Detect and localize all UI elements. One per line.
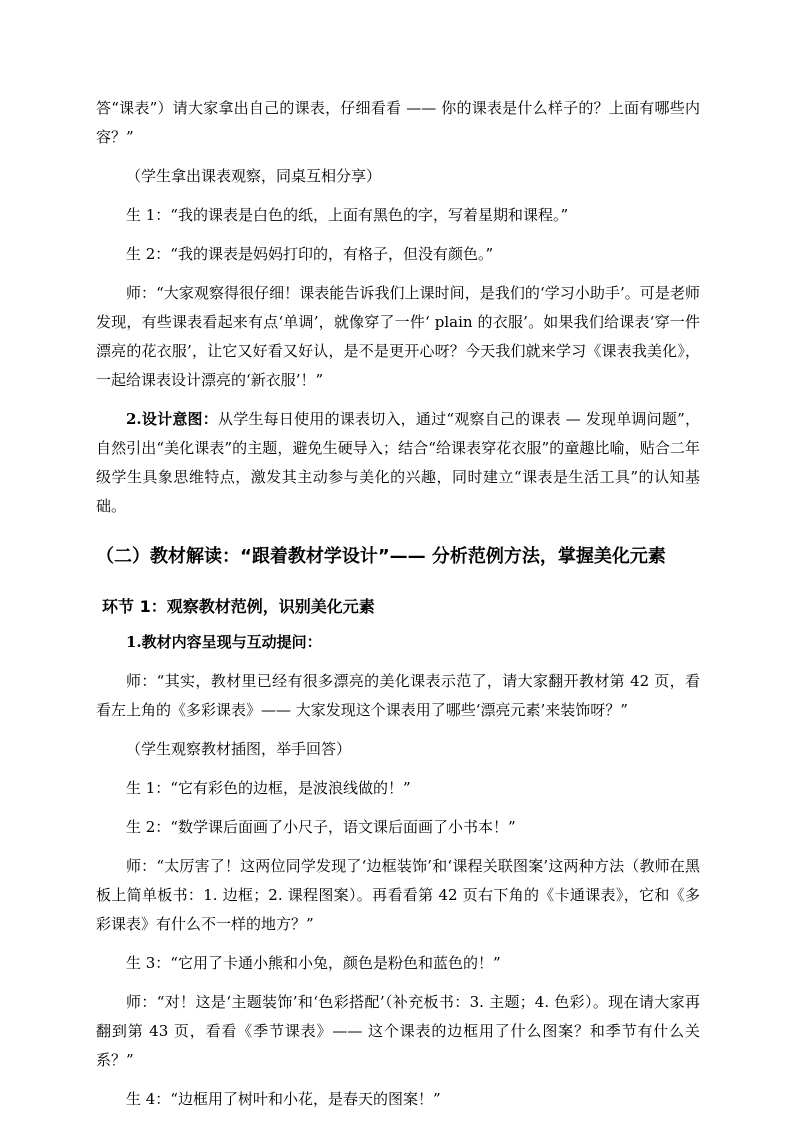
- design-intent-text: 从学生每日使用的课表切入，通过“观察自己的课表 — 发现单调问题”，自然引出“美化课表”的主题，避免生硬导入；结合“给课表穿花衣服”的童趣比喻，贴合二年级学生具象思维特点，激发其主动参与美化的兴趣，同时建立“课表是生活工具”的认知基础。: [96, 410, 700, 515]
- paragraph-student-2: 生 2：“我的课表是妈妈打印的，有格子，但没有颜色。”: [126, 245, 494, 263]
- document-page: [96, 94, 700, 1124]
- dialogue-line: 生 4：“边框用了树叶和小花，是春天的图案！”: [126, 1090, 441, 1108]
- dialogue-line: 师：“太厉害了！这两位同学发现了‘边框装饰’和‘课程关联图案’这两种方法（教师在黑板上简单板书：1. 边框；2. 课程图案）。再看看第 42 页右下角的《卡通课表》，它和《多彩课表》有什么不一样的地方？”: [96, 857, 700, 933]
- dialogue-line: 师：“对！这是‘主题装饰’和‘色彩搭配’（补充板书：3. 主题；4. 色彩）。现在请大家再翻到第 43 页，看看《季节课表》—— 这个课表的边框用了什么图案？和季节有什么关系？”: [96, 993, 700, 1069]
- paragraph-student-1: 生 1：“我的课表是白色的纸，上面有黑色的字，写着星期和课程。”: [126, 206, 569, 224]
- paragraph-design-intent: [96, 405, 700, 521]
- dialogue-line: （学生观察教材插图，举手回答）: [126, 740, 352, 758]
- section-heading: （二）教材解读：“跟着教材学设计”—— 分析范例方法，掌握美化元素: [96, 546, 666, 567]
- design-intent-label: 2.设计意图：: [126, 410, 218, 428]
- dialogue-line: 师：“其实，教材里已经有很多漂亮的美化课表示范了，请大家翻开教材第 42 页，看看左上角的《多彩课表》—— 大家发现这个课表用了哪些‘漂亮元素’来装饰呀？”: [96, 672, 700, 719]
- paragraph-intro: 答“课表”）请大家拿出自己的课表，仔细看看 —— 你的课表是什么样子的？上面有哪些内容？”: [96, 99, 700, 146]
- dialogue-line: 生 2：“数学课后面画了小尺子，语文课后面画了小书本！”: [126, 818, 516, 836]
- paragraph-teacher: 师：“大家观察得很仔细！课表能告诉我们上课时间，是我们的‘学习小助手’。可是老师发现，有些课表看起来有点‘单调’，就像穿了一件‘ plain 的衣服’。如果我们给课表‘穿一件漂亮的花衣服’，让它又好看又好认，是不是更开心呀？今天我们就来学习《课表我美化》，一起给课表设计漂亮的‘新衣服’！”: [96, 284, 700, 389]
- dialogue-line: 生 1：“它有彩色的边框，是波浪线做的！”: [126, 779, 411, 797]
- dialogue-line: 生 3：“它用了卡通小熊和小兔，颜色是粉色和蓝色的！”: [126, 954, 501, 972]
- step-heading: 环节 1：观察教材范例，识别美化元素: [102, 597, 375, 616]
- subheading: 1.教材内容呈现与互动提问：: [126, 633, 322, 651]
- paragraph-student-action: （学生拿出课表观察，同桌互相分享）: [126, 167, 382, 185]
